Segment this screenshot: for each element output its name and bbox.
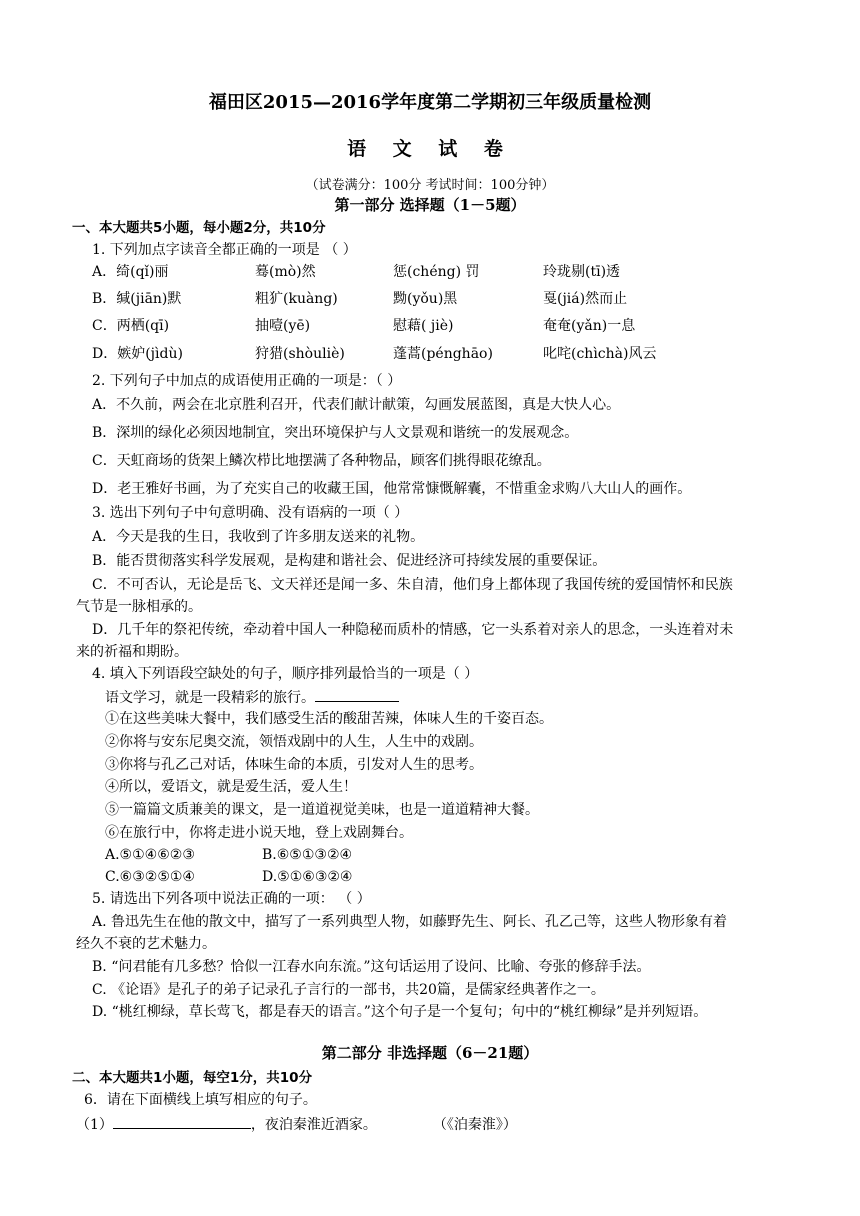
q2-option-b: B．深圳的绿化必须因地制宜，突出环境保护与人文景观和谐统一的发展观念。: [92, 425, 579, 441]
q1-option: 玲珑剔(tī)透: [543, 264, 621, 280]
q2-option-a: A．不久前，两会在北京胜利召开，代表们献计献策，勾画发展蓝图，真是大快人心。: [92, 397, 621, 413]
q4-option-a: A.⑤①④⑥②③: [105, 847, 195, 863]
q4-sentence-5: ⑤一篇篇文质兼美的课文，是一道道视觉美味，也是一道道精神大餐。: [105, 802, 539, 818]
q4-sentence-1: ①在这些美味大餐中，我们感受生活的酸甜苦辣，体味人生的千姿百态。: [105, 711, 553, 727]
exam-title: 福田区2015—2016学年度第二学期初三年级质量检测: [208, 92, 652, 113]
q4-sentence-3: ③你将与孔乙己对话，体味生命的本质，引发对人生的思考。: [105, 757, 483, 773]
q2-option-c: C．天虹商场的货架上鳞次栉比地摆满了各种物品，顾客们挑得眼花缭乱。: [92, 453, 551, 469]
q6-item-1-number: （1）: [76, 1117, 113, 1133]
section2-heading: 二、本大题共1小题，每空1分，共10分: [72, 1070, 313, 1086]
exam-info: （试卷满分：100分 考试时间：100分钟）: [305, 178, 555, 193]
q6-stem: 6．请在下面横线上填写相应的句子。: [84, 1092, 317, 1108]
q5-option-c: C. 《论语》是孔子的弟子记录孔子言行的一部书，共20篇，是儒家经典著作之一。: [92, 982, 605, 998]
q4-intro: [105, 687, 860, 707]
q5-option-a-cont: 经久不衰的艺术魅力。: [76, 936, 216, 952]
q1-option: 叱咤(chìchà)风云: [543, 346, 657, 362]
q5-stem: 5. 请选出下列各项中说法正确的一项： （ ）: [92, 891, 371, 907]
q4-stem: 4. 填入下列语段空缺处的句子，顺序排列最恰当的一项是（ ）: [92, 666, 479, 682]
q1-option: 黝(yǒu)黑: [393, 291, 458, 307]
q4-sentence-6: ⑥在旅行中，你将走进小说天地，登上戏剧舞台。: [105, 825, 413, 841]
q1-stem: 1. 下列加点字读音全都正确的一项是 （ ）: [92, 242, 357, 258]
q4-option-d: D.⑤①⑥③②④: [262, 869, 353, 885]
q1-option: 戛(jiá)然而止: [543, 291, 628, 307]
answer-blank[interactable]: [113, 1114, 251, 1129]
q6-item-1-source: （《泊秦淮》）: [432, 1117, 517, 1133]
q5-option-a: A. 鲁迅先生在他的散文中，描写了一系列典型人物，如藤野先生、阿长、孔乙己等，这些人物形象有着: [92, 914, 728, 930]
q1-option: 奄奄(yǎn)一息: [543, 318, 636, 334]
q3-option-d: D．几千年的祭祀传统，牵动着中国人一种隐秘而质朴的情感，它一头系着对亲人的思念，一头连着对未: [92, 622, 734, 638]
q1-option: 抽噎(yē): [255, 318, 311, 334]
q3-option-b: B．能否贯彻落实科学发展观，是构建和谐社会、促进经济可持续发展的重要保证。: [92, 553, 607, 569]
q1-option: D．嫉妒(jìdù): [92, 346, 183, 362]
q3-option-c-cont: 气节是一脉相承的。: [76, 599, 202, 615]
subject-title: 语 文 试 卷: [347, 138, 513, 160]
q4-intro-text: 语文学习，就是一段精彩的旅行。: [105, 690, 315, 706]
q4-option-b: B.⑥⑤①③②④: [262, 847, 353, 863]
q3-option-c: C．不可否认，无论是岳飞、文天祥还是闻一多、朱自清，他们身上都体现了我国传统的爱国情怀和民族: [92, 577, 733, 593]
section1-heading: 一、本大题共5小题，每小题2分，共10分: [72, 220, 326, 236]
q2-stem: 2. 下列句子中加点的成语使用正确的一项是：（ ）: [92, 373, 402, 389]
q1-option: 惩(chéng) 罚: [393, 264, 480, 280]
q1-option: 慰藉( jiè): [393, 318, 454, 334]
q1-option: 粗犷(kuàng): [255, 291, 338, 307]
answer-blank: [315, 687, 399, 702]
q5-option-b: B. “问君能有几多愁？恰似一江春水向东流。”这句话运用了设问、比喻、夸张的修辞手法。: [92, 959, 651, 975]
q4-sentence-4: ④所以，爱语文，就是爱生活，爱人生！: [105, 779, 357, 795]
part1-title: 第一部分 选择题（1－5题）: [334, 196, 526, 214]
q3-stem: 3. 选出下列句子中句意明确、没有语病的一项（ ）: [92, 505, 409, 521]
q6-item-1-text: ，夜泊秦淮近酒家。: [250, 1117, 377, 1133]
q1-option: A．绮(qǐ)丽: [92, 264, 169, 280]
part2-title: 第二部分 非选择题（6－21题）: [321, 1044, 539, 1062]
q1-option: B．缄(jiān)默: [92, 291, 182, 307]
q1-option: C．两栖(qī): [92, 318, 170, 334]
q3-option-d-cont: 来的祈福和期盼。: [76, 644, 188, 660]
q4-option-c: C.⑥③②⑤①④: [105, 869, 195, 885]
q1-option: 蓬蒿(pénghāo): [393, 346, 493, 362]
q1-option: 蓦(mò)然: [255, 264, 316, 280]
q1-option: 狩猎(shòuliè): [255, 346, 345, 362]
q3-option-a: A．今天是我的生日，我收到了许多朋友送来的礼物。: [92, 529, 425, 545]
q4-sentence-2: ②你将与安东尼奥交流，领悟戏剧中的人生，人生中的戏剧。: [105, 734, 483, 750]
q6-item-1: [76, 1114, 860, 1134]
q5-option-d: D. “桃红柳绿，草长莺飞，都是春天的语言。”这个句子是一个复句；句中的“桃红柳绿”是并列短语。: [92, 1004, 708, 1020]
q2-option-d: D．老王雅好书画，为了充实自己的收藏王国，他常常慷慨解囊，不惜重金求购八大山人的画作。: [92, 481, 692, 497]
